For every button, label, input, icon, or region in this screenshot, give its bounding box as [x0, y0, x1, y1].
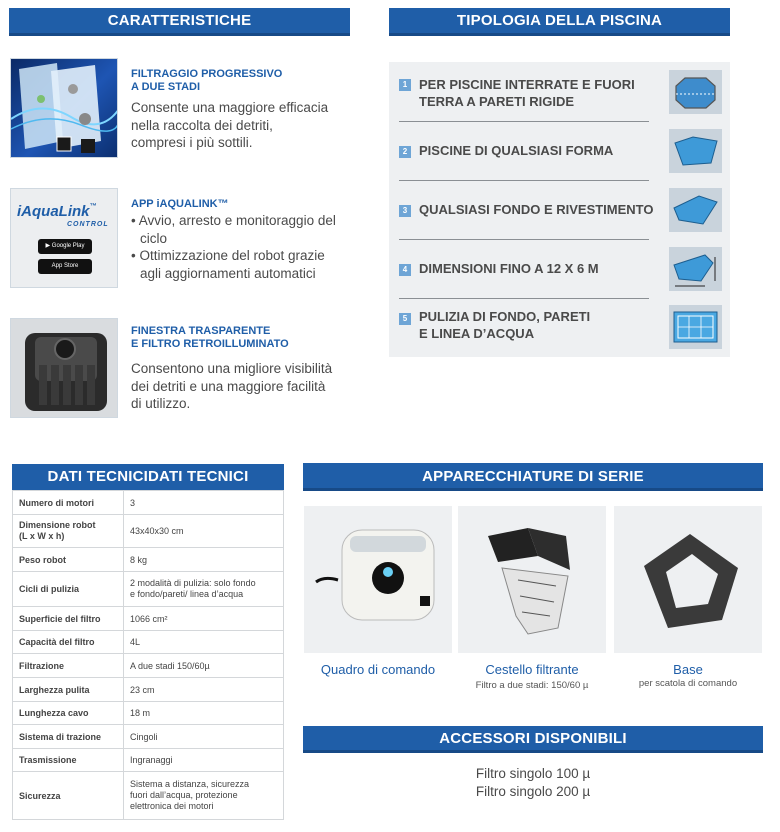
feature-bullet: • Ottimizzazione del robot grazie agli aggiornamenti automatici	[131, 248, 325, 281]
feature-description: Consentono una migliore visibilità dei detriti e una maggiore facilità di utilizzo.	[131, 361, 333, 411]
item-number: 5	[399, 313, 411, 325]
pool-type-header: TIPOLOGIA DELLA PISCINA	[389, 8, 730, 36]
divider	[399, 239, 649, 240]
pool-floor-icon	[669, 188, 722, 232]
spec-value: 23 cm	[124, 678, 284, 702]
spec-key: Dimensione robot (L x W x h)	[13, 515, 124, 548]
filtration-illustration	[10, 58, 118, 158]
feature-bullet: • Avvio, arresto e monitoraggio del ciclo	[131, 213, 336, 246]
pool-dimensions-icon	[669, 247, 722, 291]
spec-key: Peso robot	[13, 548, 124, 572]
spec-key: Filtrazione	[13, 654, 124, 678]
control-panel-photo	[304, 506, 452, 653]
spec-key: Sistema di trazione	[13, 725, 124, 749]
spec-value: 3	[124, 491, 284, 515]
base-photo	[614, 506, 762, 653]
pool-cleaning-icon	[669, 305, 722, 349]
item-text: PULIZIA DI FONDO, PARETI E LINEA D’ACQUA	[419, 309, 591, 341]
table-row	[13, 772, 284, 820]
equipment-sublabel: per scatola di comando	[638, 678, 738, 689]
table-row	[13, 515, 284, 548]
item-number: 3	[399, 205, 411, 217]
app-store-badge: App Store	[38, 259, 92, 274]
spec-value: 18 m	[124, 702, 284, 725]
item-text: QUALSIASI FONDO E RIVESTIMENTO	[419, 202, 654, 217]
spec-value: 1066 cm²	[124, 607, 284, 631]
spec-value: 4L	[124, 631, 284, 654]
table-row	[13, 678, 284, 702]
spec-value: Ingranaggi	[124, 749, 284, 772]
robot-window-photo	[10, 318, 118, 418]
spec-key: Superficie del filtro	[13, 607, 124, 631]
table-row	[13, 749, 284, 772]
above-ground-pool-icon	[669, 70, 722, 114]
specs-header: DATI TECNICIDATI TECNICI	[12, 464, 284, 490]
equipment-header: APPARECCHIATURE DI SERIE	[303, 463, 763, 491]
feature-filtration	[10, 58, 350, 158]
feature-title: FILTRAGGIO PROGRESSIVO A DUE STADI	[131, 68, 283, 93]
spec-value: Sistema a distanza, sicurezza fuori dall’acqua, protezione elettronica dei motori	[124, 772, 284, 820]
feature-title: APP iAQUALINK™	[131, 198, 229, 210]
equipment-label: Quadro di comando	[320, 662, 436, 677]
spec-value: 43x40x30 cm	[124, 515, 284, 548]
feature-window	[10, 318, 350, 418]
table-row	[13, 702, 284, 725]
feature-title: FINESTRA TRASPARENTE E FILTRO RETROILLUMINATO	[131, 325, 289, 350]
item-text: PISCINE DI QUALSIASI FORMA	[419, 143, 614, 158]
accessories-header: ACCESSORI DISPONIBILI	[303, 726, 763, 753]
item-number: 2	[399, 146, 411, 158]
spec-key: Trasmissione	[13, 749, 124, 772]
divider	[399, 298, 649, 299]
pool-type-panel	[389, 62, 730, 357]
google-play-badge: ▶ Google Play	[38, 239, 92, 254]
table-row	[13, 572, 284, 607]
spec-key: Numero di motori	[13, 491, 124, 515]
table-row	[13, 607, 284, 631]
spec-key: Larghezza pulita	[13, 678, 124, 702]
freeform-pool-icon	[669, 129, 722, 173]
item-number: 4	[399, 264, 411, 276]
pool-type-item	[399, 244, 719, 296]
spec-key: Cicli di pulizia	[13, 572, 124, 607]
pool-type-item	[399, 126, 719, 178]
feature-app	[10, 188, 350, 288]
item-text: PER PISCINE INTERRATE E FUORI TERRA A PARETI RIGIDE	[419, 77, 635, 109]
spec-value: 2 modalità di pulizia: solo fondo e fondo/pareti/ linea d’acqua	[124, 572, 284, 607]
specs-table	[12, 490, 284, 820]
table-row	[13, 491, 284, 515]
table-row	[13, 725, 284, 749]
pool-type-item	[399, 185, 719, 237]
pool-type-item	[399, 302, 719, 354]
spec-value: A due stadi 150/60µ	[124, 654, 284, 678]
accessory-item: Filtro singolo 100 µ	[475, 766, 591, 781]
spec-key: Capacità del filtro	[13, 631, 124, 654]
divider	[399, 121, 649, 122]
accessory-item: Filtro singolo 200 µ	[475, 784, 591, 799]
iaqualink-logo: iAquaLink™ CONTROL ▶ Google Play App Store	[10, 188, 118, 288]
spec-key: Lunghezza cavo	[13, 702, 124, 725]
table-row	[13, 548, 284, 572]
feature-bullets	[131, 212, 346, 282]
features-header: CARATTERISTICHE	[9, 8, 350, 36]
equipment-label: Base	[673, 662, 703, 677]
filter-basket-photo	[458, 506, 606, 653]
table-row	[13, 631, 284, 654]
spec-key: Sicurezza	[13, 772, 124, 820]
spec-value: Cingoli	[124, 725, 284, 749]
item-number: 1	[399, 79, 411, 91]
pool-type-item	[399, 67, 719, 119]
item-text: DIMENSIONI FINO A 12 X 6 M	[419, 261, 599, 276]
spec-value: 8 kg	[124, 548, 284, 572]
equipment-label: Cestello filtrante	[485, 662, 579, 677]
divider	[399, 180, 649, 181]
table-row	[13, 654, 284, 678]
equipment-sublabel: Filtro a due stadi: 150/60 µ	[475, 680, 589, 691]
feature-description: Consente una maggiore efficacia nella raccolta dei detriti, compresi i più sottili.	[131, 100, 329, 150]
